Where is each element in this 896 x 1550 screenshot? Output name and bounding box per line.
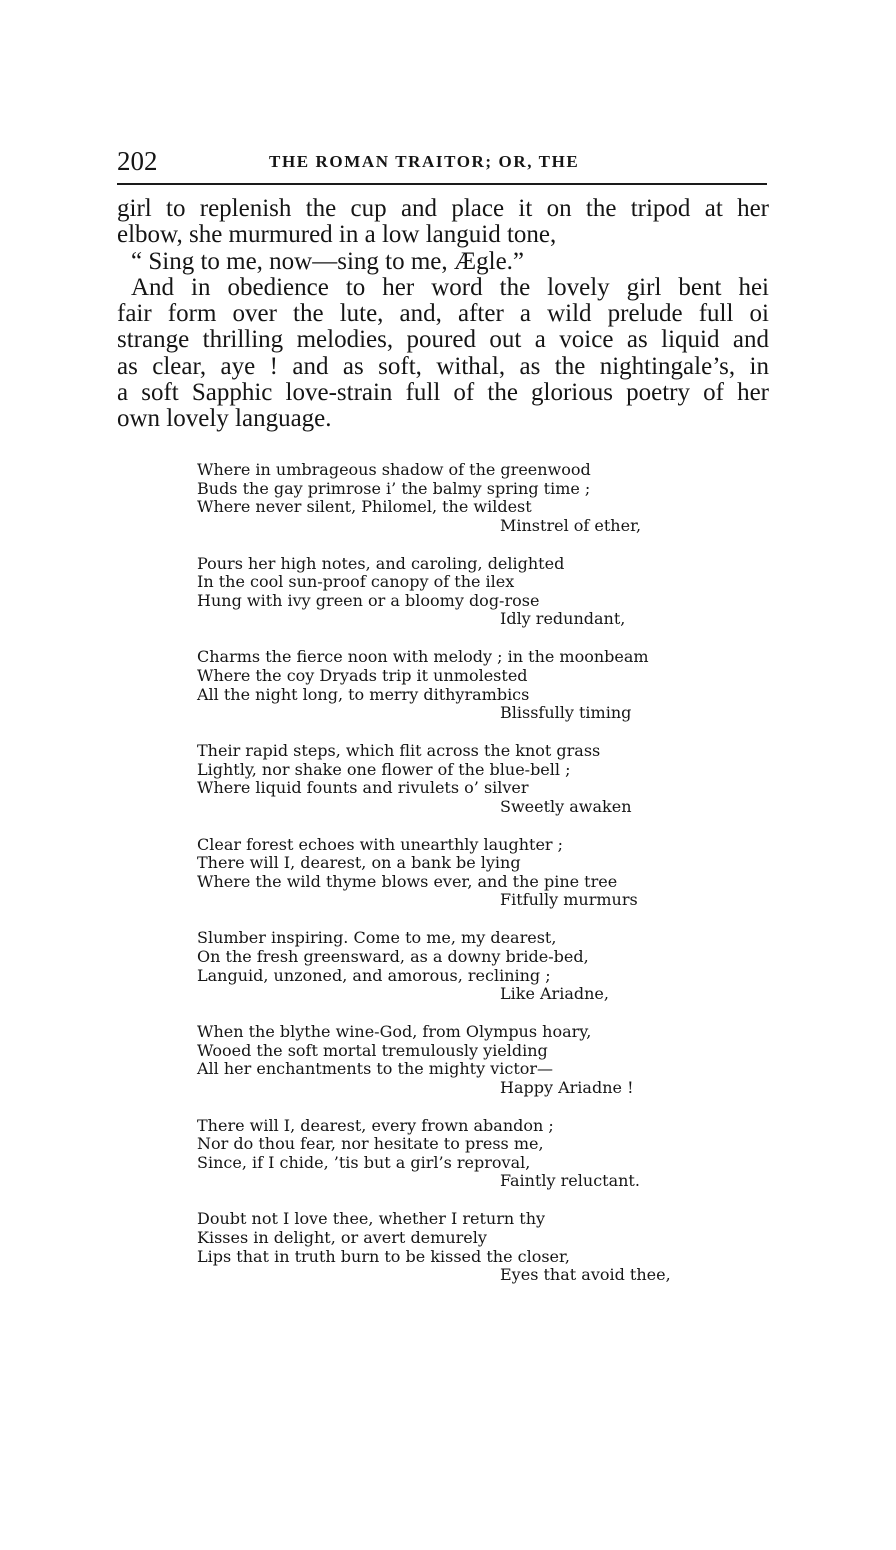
prose-line: girl to replenish the cup and place it on the tripod at her (117, 195, 769, 222)
adonic-line: Like Ariadne, (500, 984, 609, 1004)
verse-line: There will I, dearest, every frown abandon ; (197, 1115, 554, 1135)
verse-line: When the blythe wine-God, from Olympus hoary, (197, 1022, 592, 1042)
verse-line: Since, if I chide, ’tis but a girl’s reproval, (197, 1152, 531, 1172)
poem-stanza (197, 648, 697, 722)
verse-line: Clear forest echoes with unearthly laughter ; (197, 834, 564, 854)
sapphic-poem (197, 461, 697, 1304)
verse-line: Doubt not I love thee, whether I return thy (197, 1209, 546, 1229)
verse-line: Where liquid founts and rivulets o’ silver (197, 778, 529, 798)
verse-line: Where never silent, Philomel, the wildest (197, 497, 532, 517)
poem-stanza (197, 742, 697, 816)
adonic-line: Fitfully murmurs (500, 890, 638, 910)
adonic-line: Blissfully timing (500, 703, 632, 723)
verse-line: Nor do thou fear, nor hesitate to press me, (197, 1134, 544, 1154)
prose-line: elbow, she murmured in a low languid tone, (117, 221, 557, 249)
quoted-speech-line: “ Sing to me, now—sing to me, Ægle.” (131, 247, 525, 275)
prose-paragraphs (117, 196, 769, 433)
adonic-line: Sweetly awaken (500, 796, 632, 816)
poem-stanza (197, 929, 697, 1003)
prose-line: a soft Sapphic love-strain full of the glorious poetry of her (117, 379, 769, 407)
page-number: 202 (117, 146, 158, 176)
poem-stanza (197, 555, 697, 629)
verse-line: On the fresh greensward, as a downy bride-bed, (197, 946, 589, 966)
verse-line: All the night long, to merry dithyrambics (197, 684, 530, 704)
adonic-line: Minstrel of ether, (500, 515, 642, 535)
prose-line: strange thrilling melodies, poured out a voice as liquid and (117, 326, 769, 354)
verse-line: All her enchantments to the mighty victor— (197, 1059, 554, 1079)
poem-stanza (197, 1023, 697, 1097)
poem-stanza (197, 1117, 697, 1191)
verse-line: Buds the gay primrose i’ the balmy spring time ; (197, 478, 591, 498)
verse-line: Charms the fierce noon with melody ; in the moonbeam (197, 647, 649, 667)
poem-stanza (197, 1210, 697, 1284)
verse-line: Where the coy Dryads trip it unmolested (197, 665, 528, 685)
adonic-line: Faintly reluctant. (500, 1171, 640, 1191)
verse-line: Their rapid steps, which flit across the knot grass (197, 741, 601, 761)
adonic-line: Eyes that avoid thee, (500, 1265, 671, 1285)
prose-line: fair form over the lute, and, after a wild prelude full oi (117, 300, 769, 328)
verse-line: Lightly, nor shake one flower of the blue-bell ; (197, 759, 571, 779)
verse-line: Wooed the soft mortal tremulously yielding (197, 1040, 548, 1060)
verse-line: Hung with ivy green or a bloomy dog-rose (197, 590, 540, 610)
verse-line: In the cool sun-proof canopy of the ilex (197, 572, 515, 592)
poem-stanza (197, 836, 697, 910)
verse-line: Kisses in delight, or avert demurely (197, 1227, 487, 1247)
verse-line: Pours her high notes, and caroling, delighted (197, 553, 565, 573)
adonic-line: Idly redundant, (500, 609, 626, 629)
prose-line: as clear, aye ! and as soft, withal, as the nightingale’s, in (117, 352, 769, 380)
verse-line: Where in umbrageous shadow of the greenwood (197, 460, 591, 479)
running-title: THE ROMAN TRAITOR; OR, THE (269, 152, 580, 171)
verse-line: Slumber inspiring. Come to me, my dearest, (197, 928, 557, 948)
prose-line: own lovely language. (117, 405, 332, 433)
header-rule (117, 183, 767, 185)
verse-line: Where the wild thyme blows ever, and the pine tree (197, 871, 618, 891)
verse-line: There will I, dearest, on a bank be lying (197, 853, 521, 873)
poem-stanza (197, 461, 697, 535)
verse-line: Lips that in truth burn to be kissed the closer, (197, 1246, 570, 1266)
running-head (117, 145, 767, 181)
verse-line: Languid, unzoned, and amorous, reclining ; (197, 965, 551, 985)
adonic-line: Happy Ariadne ! (500, 1077, 634, 1097)
prose-line: And in obedience to her word the lovely girl bent hei (131, 273, 769, 301)
